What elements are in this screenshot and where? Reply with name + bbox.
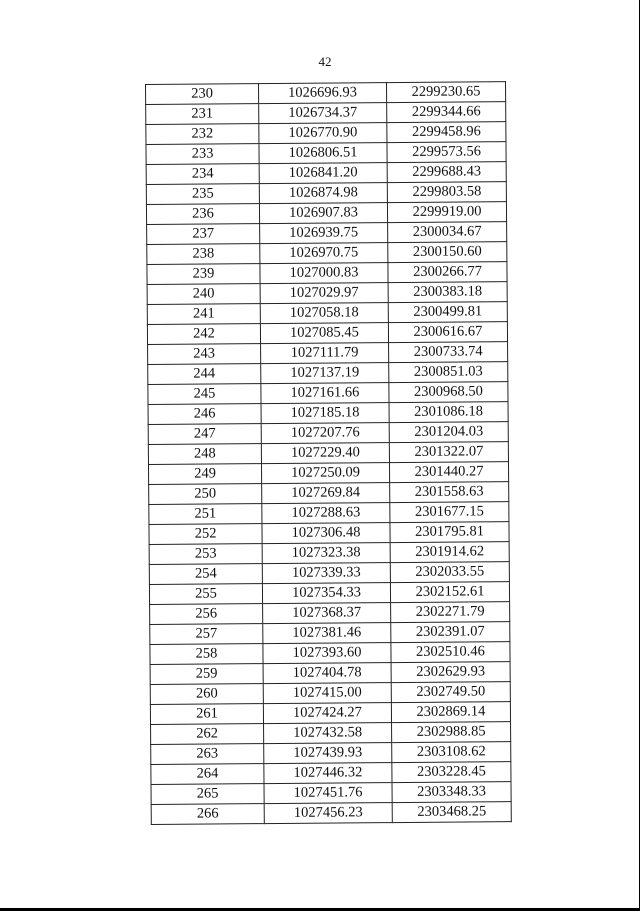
table-row <box>149 502 509 525</box>
x-coordinate-cell: 1026770.90 <box>259 123 387 144</box>
y-coordinate-cell: 2300968.50 <box>389 382 508 403</box>
y-coordinate-cell: 2301204.03 <box>389 422 508 443</box>
y-coordinate-cell: 2303348.33 <box>392 782 511 803</box>
x-coordinate-cell: 1027000.83 <box>260 263 388 284</box>
y-coordinate-cell: 2301914.62 <box>390 542 509 563</box>
table-row <box>150 702 510 725</box>
table-row <box>147 242 507 265</box>
x-coordinate-cell: 1027185.18 <box>261 403 389 424</box>
point-number-cell: 242 <box>147 324 260 345</box>
y-coordinate-cell: 2302749.50 <box>391 682 510 703</box>
point-number-cell: 263 <box>151 744 264 765</box>
y-coordinate-cell: 2300034.67 <box>388 222 507 243</box>
y-coordinate-cell: 2301795.81 <box>390 522 509 543</box>
table-row <box>150 602 510 625</box>
page-number: 42 <box>318 54 332 69</box>
x-coordinate-cell: 1026806.51 <box>259 143 387 164</box>
x-coordinate-cell: 1027111.79 <box>261 343 389 364</box>
y-coordinate-cell: 2300851.03 <box>389 362 508 383</box>
point-number-cell: 265 <box>151 784 264 805</box>
x-coordinate-cell: 1027029.97 <box>260 283 388 304</box>
point-number-cell: 235 <box>146 184 259 205</box>
x-coordinate-cell: 1027250.09 <box>261 463 389 484</box>
table-row <box>146 202 506 225</box>
x-coordinate-cell: 1027456.23 <box>264 803 392 824</box>
x-coordinate-cell: 1026696.93 <box>259 83 387 104</box>
y-coordinate-cell: 2299230.65 <box>386 82 505 103</box>
y-coordinate-cell: 2299803.58 <box>387 182 506 203</box>
table-row <box>151 782 511 805</box>
x-coordinate-cell: 1027137.19 <box>261 363 389 384</box>
table-row <box>149 482 509 505</box>
x-coordinate-cell: 1027288.63 <box>262 503 390 524</box>
table-row <box>150 662 510 685</box>
x-coordinate-cell: 1027439.93 <box>264 743 392 764</box>
x-coordinate-cell: 1027393.60 <box>263 643 391 664</box>
table-row <box>148 362 508 385</box>
x-coordinate-cell: 1027058.18 <box>260 303 388 324</box>
y-coordinate-cell: 2302152.61 <box>390 582 509 603</box>
y-coordinate-cell: 2302988.85 <box>392 722 511 743</box>
y-coordinate-cell: 2303468.25 <box>392 802 511 823</box>
table-row <box>151 802 511 825</box>
point-number-cell: 256 <box>150 604 263 625</box>
y-coordinate-cell: 2300266.77 <box>388 262 507 283</box>
y-coordinate-cell: 2299919.00 <box>387 202 506 223</box>
x-coordinate-cell: 1027339.33 <box>262 563 390 584</box>
table-row <box>146 102 506 125</box>
x-coordinate-cell: 1027269.84 <box>262 483 390 504</box>
y-coordinate-cell: 2302033.55 <box>390 562 509 583</box>
x-coordinate-cell: 1027085.45 <box>260 323 388 344</box>
point-number-cell: 246 <box>148 404 261 425</box>
x-coordinate-cell: 1027229.40 <box>261 443 389 464</box>
x-coordinate-cell: 1027446.32 <box>264 763 392 784</box>
point-number-cell: 264 <box>151 764 264 785</box>
table-row <box>149 562 509 585</box>
table-row <box>151 722 511 745</box>
point-number-cell: 247 <box>148 424 261 445</box>
point-number-cell: 232 <box>146 124 259 145</box>
x-coordinate-cell: 1027368.37 <box>263 603 391 624</box>
y-coordinate-cell: 2301677.15 <box>390 502 509 523</box>
point-number-cell: 240 <box>147 284 260 305</box>
y-coordinate-cell: 2303108.62 <box>392 742 511 763</box>
table-row <box>150 622 510 645</box>
point-number-cell: 258 <box>150 644 263 665</box>
table-row <box>148 442 508 465</box>
table-row <box>149 522 509 545</box>
x-coordinate-cell: 1027424.27 <box>263 703 391 724</box>
point-number-cell: 239 <box>147 264 260 285</box>
point-number-cell: 266 <box>151 804 264 825</box>
table-row <box>150 682 510 705</box>
table-row <box>150 642 510 665</box>
y-coordinate-cell: 2302391.07 <box>391 622 510 643</box>
point-number-cell: 236 <box>146 204 259 225</box>
point-number-cell: 245 <box>148 384 261 405</box>
point-number-cell: 253 <box>149 544 262 565</box>
table-row <box>146 162 506 185</box>
x-coordinate-cell: 1027415.00 <box>263 683 391 704</box>
point-number-cell: 259 <box>150 664 263 685</box>
y-coordinate-cell: 2302629.93 <box>391 662 510 683</box>
table-row <box>146 182 506 205</box>
y-coordinate-cell: 2302869.14 <box>391 702 510 723</box>
table-row <box>148 342 508 365</box>
x-coordinate-cell: 1027306.48 <box>262 523 390 544</box>
y-coordinate-cell: 2303228.45 <box>392 762 511 783</box>
point-number-cell: 251 <box>149 504 262 525</box>
point-number-cell: 237 <box>147 224 260 245</box>
point-number-cell: 244 <box>148 364 261 385</box>
x-coordinate-cell: 1026907.83 <box>259 203 387 224</box>
table-row <box>151 762 511 785</box>
point-number-cell: 238 <box>147 244 260 265</box>
table-row <box>149 582 509 605</box>
y-coordinate-cell: 2301558.63 <box>390 482 509 503</box>
x-coordinate-cell: 1027432.58 <box>264 723 392 744</box>
x-coordinate-cell: 1027323.38 <box>262 543 390 564</box>
x-coordinate-cell: 1027161.66 <box>261 383 389 404</box>
table-row <box>147 322 507 345</box>
y-coordinate-cell: 2299573.56 <box>387 142 506 163</box>
table-row <box>148 382 508 405</box>
table-row <box>146 122 506 145</box>
table-row <box>151 742 511 765</box>
y-coordinate-cell: 2299458.96 <box>387 122 506 143</box>
x-coordinate-cell: 1027381.46 <box>263 623 391 644</box>
table-row <box>146 142 506 165</box>
point-number-cell: 260 <box>150 684 263 705</box>
point-number-cell: 254 <box>149 564 262 585</box>
x-coordinate-cell: 1027354.33 <box>262 583 390 604</box>
x-coordinate-cell: 1026874.98 <box>259 183 387 204</box>
point-number-cell: 230 <box>146 84 259 105</box>
point-number-cell: 241 <box>147 304 260 325</box>
x-coordinate-cell: 1027451.76 <box>264 783 392 804</box>
y-coordinate-cell: 2300150.60 <box>388 242 507 263</box>
x-coordinate-cell: 1026841.20 <box>259 163 387 184</box>
table-row <box>148 402 508 425</box>
y-coordinate-cell: 2300616.67 <box>388 322 507 343</box>
point-number-cell: 248 <box>148 444 261 465</box>
point-number-cell: 255 <box>149 584 262 605</box>
point-number-cell: 250 <box>149 484 262 505</box>
x-coordinate-cell: 1026734.37 <box>259 103 387 124</box>
table-row <box>147 302 507 325</box>
y-coordinate-cell: 2301322.07 <box>389 442 508 463</box>
x-coordinate-cell: 1027404.78 <box>263 663 391 684</box>
table-row <box>147 262 507 285</box>
point-number-cell: 233 <box>146 144 259 165</box>
y-coordinate-cell: 2299688.43 <box>387 162 506 183</box>
point-number-cell: 261 <box>150 704 263 725</box>
y-coordinate-cell: 2301086.18 <box>389 402 508 423</box>
table-row <box>148 422 508 445</box>
y-coordinate-cell: 2300383.18 <box>388 282 507 303</box>
point-number-cell: 252 <box>149 524 262 545</box>
table-row <box>147 222 507 245</box>
table-row <box>147 282 507 305</box>
y-coordinate-cell: 2302271.79 <box>391 602 510 623</box>
y-coordinate-cell: 2302510.46 <box>391 642 510 663</box>
point-number-cell: 257 <box>150 624 263 645</box>
table-row <box>148 462 508 485</box>
table-row <box>149 542 509 565</box>
point-number-cell: 249 <box>148 464 261 485</box>
y-coordinate-cell: 2300499.81 <box>388 302 507 323</box>
point-number-cell: 262 <box>151 724 264 745</box>
x-coordinate-cell: 1026939.75 <box>260 223 388 244</box>
y-coordinate-cell: 2300733.74 <box>389 342 508 363</box>
coordinates-table <box>145 81 512 825</box>
point-number-cell: 243 <box>148 344 261 365</box>
point-number-cell: 231 <box>146 104 259 125</box>
y-coordinate-cell: 2299344.66 <box>387 102 506 123</box>
x-coordinate-cell: 1026970.75 <box>260 243 388 264</box>
y-coordinate-cell: 2301440.27 <box>389 462 508 483</box>
x-coordinate-cell: 1027207.76 <box>261 423 389 444</box>
table-row <box>146 82 506 105</box>
point-number-cell: 234 <box>146 164 259 185</box>
